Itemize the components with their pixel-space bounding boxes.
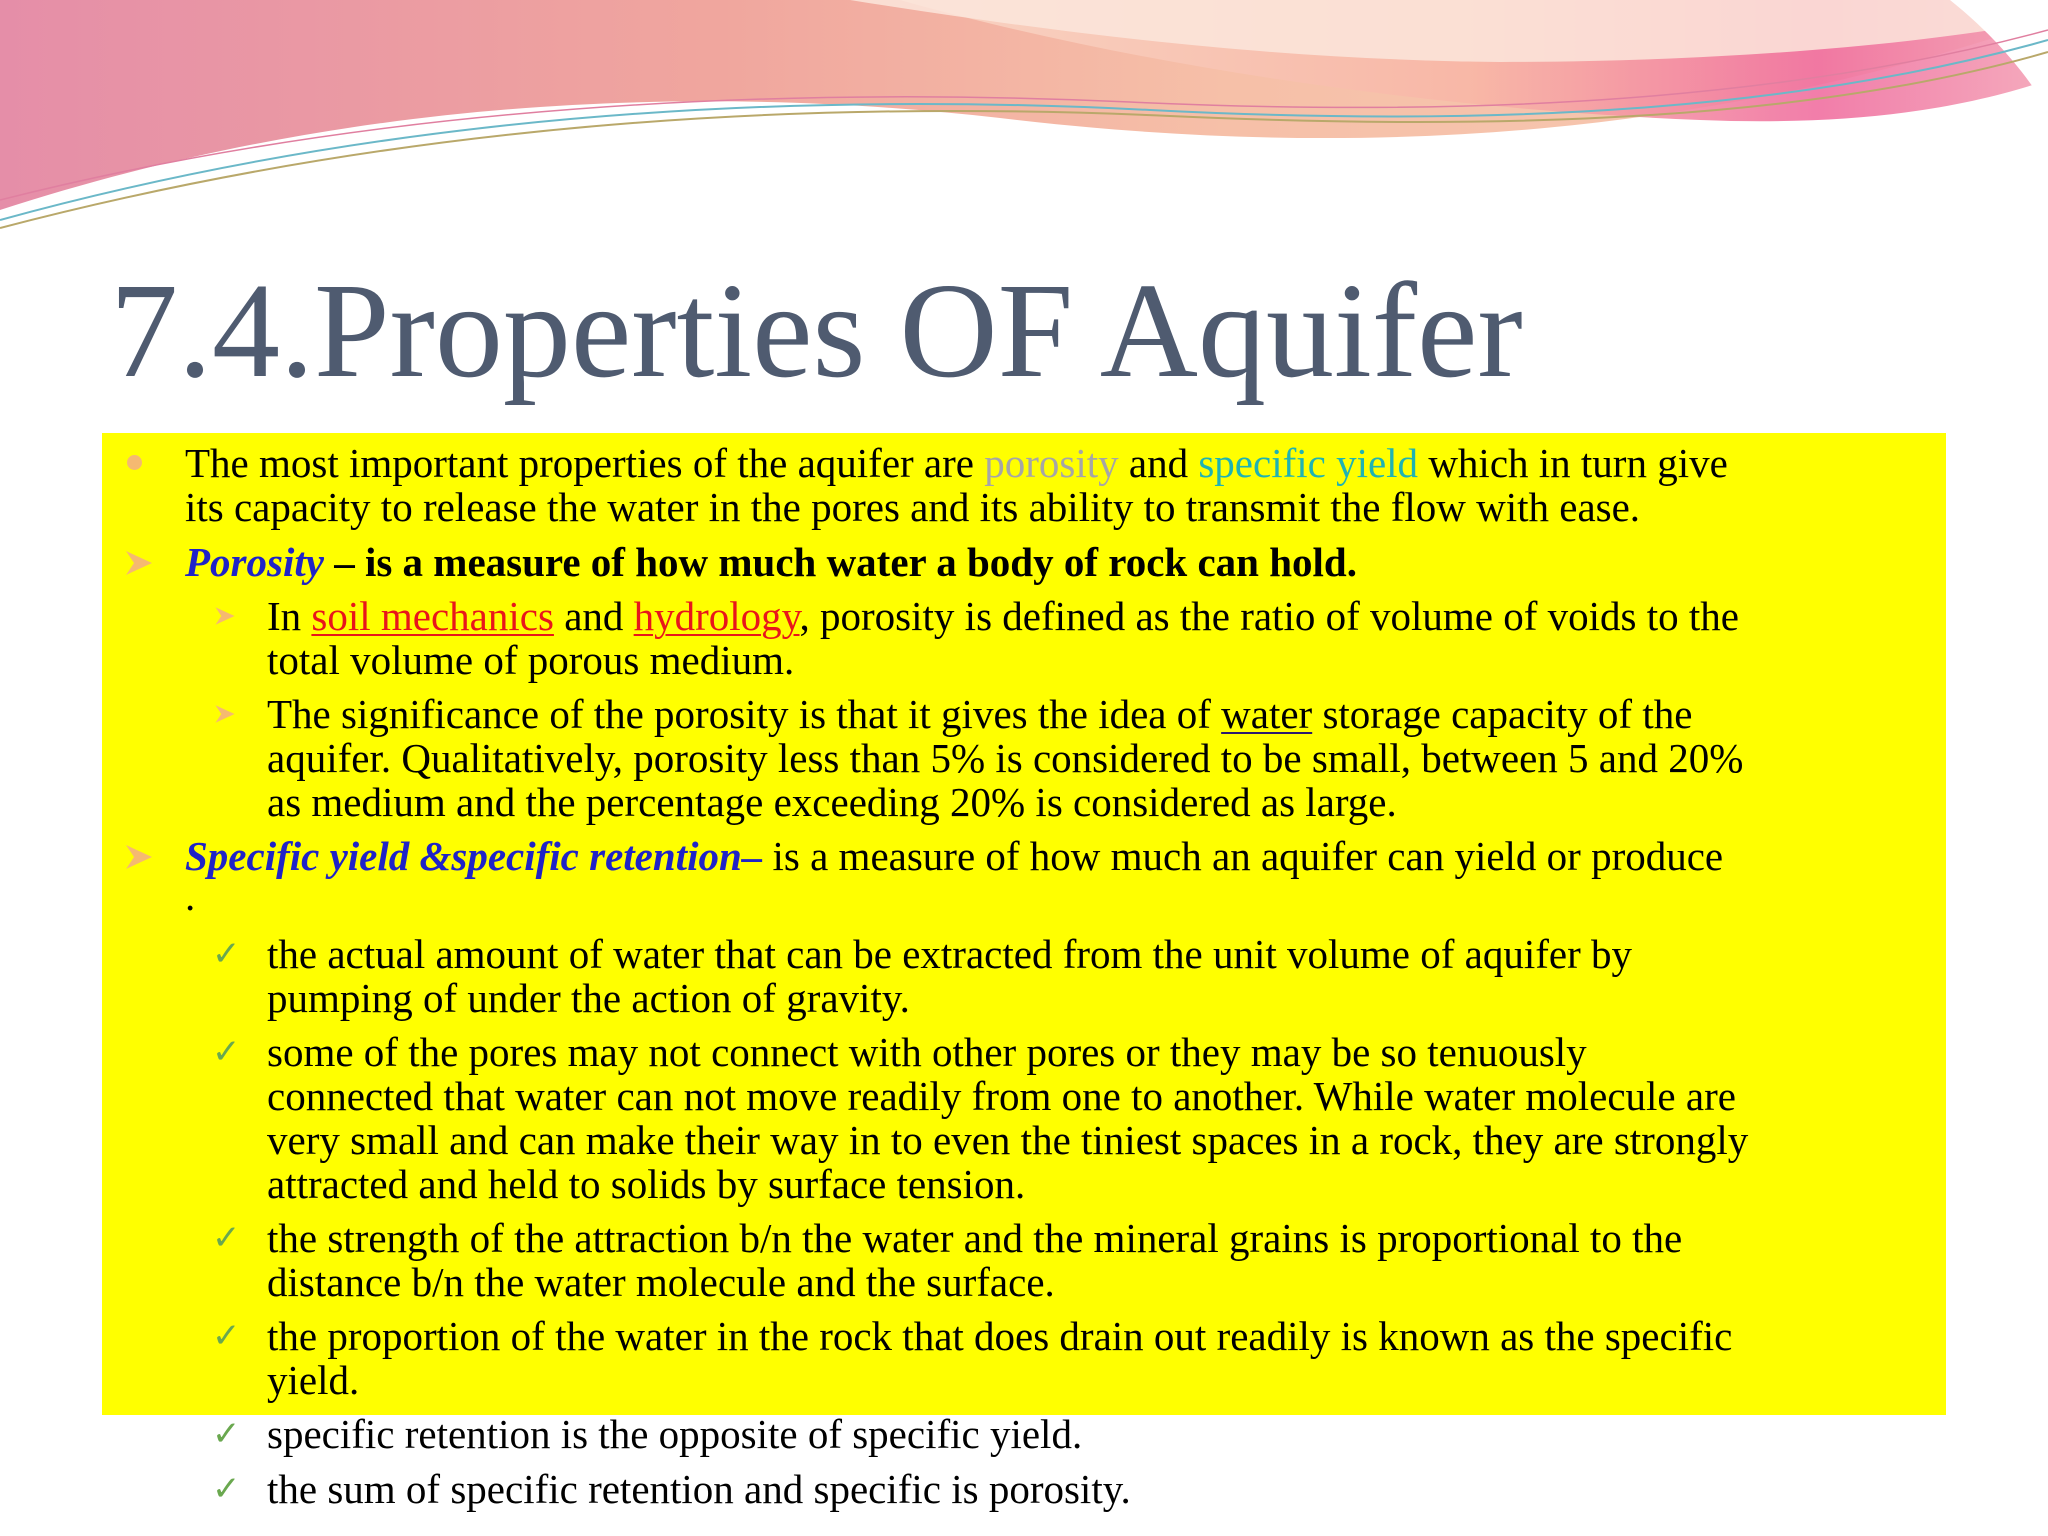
yield-item-6-line-1: the sum of specific retention and specific is porosity. — [267, 1466, 1131, 1512]
bullet-dot-icon — [127, 455, 142, 470]
specific-yield-trailing-dot: . — [185, 873, 196, 919]
water-link[interactable]: water — [1221, 691, 1313, 737]
porosity-keyword: porosity — [984, 440, 1119, 486]
yield-item-3-line-1: the strength of the attraction b/n the water and the mineral grains is proportional to the — [267, 1215, 1683, 1261]
porosity-definition: Porosity – is a measure of how much water a body of rock can hold. — [185, 539, 1357, 585]
yield-item-4-line-1: the proportion of the water in the rock that does drain out readily is known as the specific — [267, 1313, 1733, 1359]
soil-mechanics-link[interactable]: soil mechanics — [311, 593, 554, 639]
slide-title: 7.4.Properties OF Aquifer — [110, 256, 1523, 406]
arrow-bullet-icon — [124, 549, 154, 577]
arrow-bullet-icon — [124, 843, 154, 871]
yield-item-2-line-1: some of the pores may not connect with other pores or they may be so tenuously — [267, 1029, 1587, 1075]
porosity-sub-2-line-3: as medium and the percentage exceeding 20% is considered as large. — [267, 779, 1397, 825]
yield-item-1-line-2: pumping of under the action of gravity. — [267, 975, 910, 1021]
yield-item-3-line-2: distance b/n the water molecule and the surface. — [267, 1259, 1055, 1305]
porosity-sub-2-line-2: aquifer. Qualitatively, porosity less than 5% is considered to be small, between 5 and 20% — [267, 735, 1744, 781]
check-icon: ✓ — [212, 1032, 241, 1072]
porosity-sub-2-line-1: The significance of the porosity is that it gives the idea of water storage capacity of the — [267, 691, 1693, 737]
intro-line-1: The most important properties of the aquifer are porosity and specific yield which in turn give — [185, 440, 1728, 486]
intro-line-2: its capacity to release the water in the pores and its ability to transmit the flow with ease. — [185, 484, 1641, 530]
arrow-bullet-icon — [214, 703, 236, 725]
yield-item-5-line-1: specific retention is the opposite of specific yield. — [267, 1411, 1083, 1457]
specific-yield-term: Specific yield &specific retention– — [185, 833, 763, 879]
yield-item-2-line-3: very small and can make their way in to even the tiniest spaces in a rock, they are strongly — [267, 1117, 1749, 1163]
specific-yield-keyword: specific yield — [1198, 440, 1419, 486]
check-icon: ✓ — [212, 1469, 241, 1509]
arrow-bullet-icon — [214, 605, 236, 627]
yield-item-4-line-2: yield. — [267, 1357, 360, 1403]
specific-yield-definition: Specific yield &specific retention– is a measure of how much an aquifer can yield or produce — [185, 833, 1724, 879]
check-icon: ✓ — [212, 1218, 241, 1258]
porosity-sub-1-line-1: In soil mechanics and hydrology, porosity is defined as the ratio of volume of voids to the — [267, 593, 1739, 639]
yield-item-2-line-4: attracted and held to solids by surface tension. — [267, 1161, 1026, 1207]
yield-item-1-line-1: the actual amount of water that can be extracted from the unit volume of aquifer by — [267, 931, 1632, 977]
porosity-term: Porosity — [185, 539, 324, 585]
porosity-sub-1-line-2: total volume of porous medium. — [267, 637, 795, 683]
check-icon: ✓ — [212, 1414, 241, 1454]
check-icon: ✓ — [212, 1316, 241, 1356]
hydrology-link[interactable]: hydrology — [633, 593, 800, 639]
yield-item-2-line-2: connected that water can not move readily from one to another. While water molecule are — [267, 1073, 1736, 1119]
check-icon: ✓ — [212, 934, 241, 974]
